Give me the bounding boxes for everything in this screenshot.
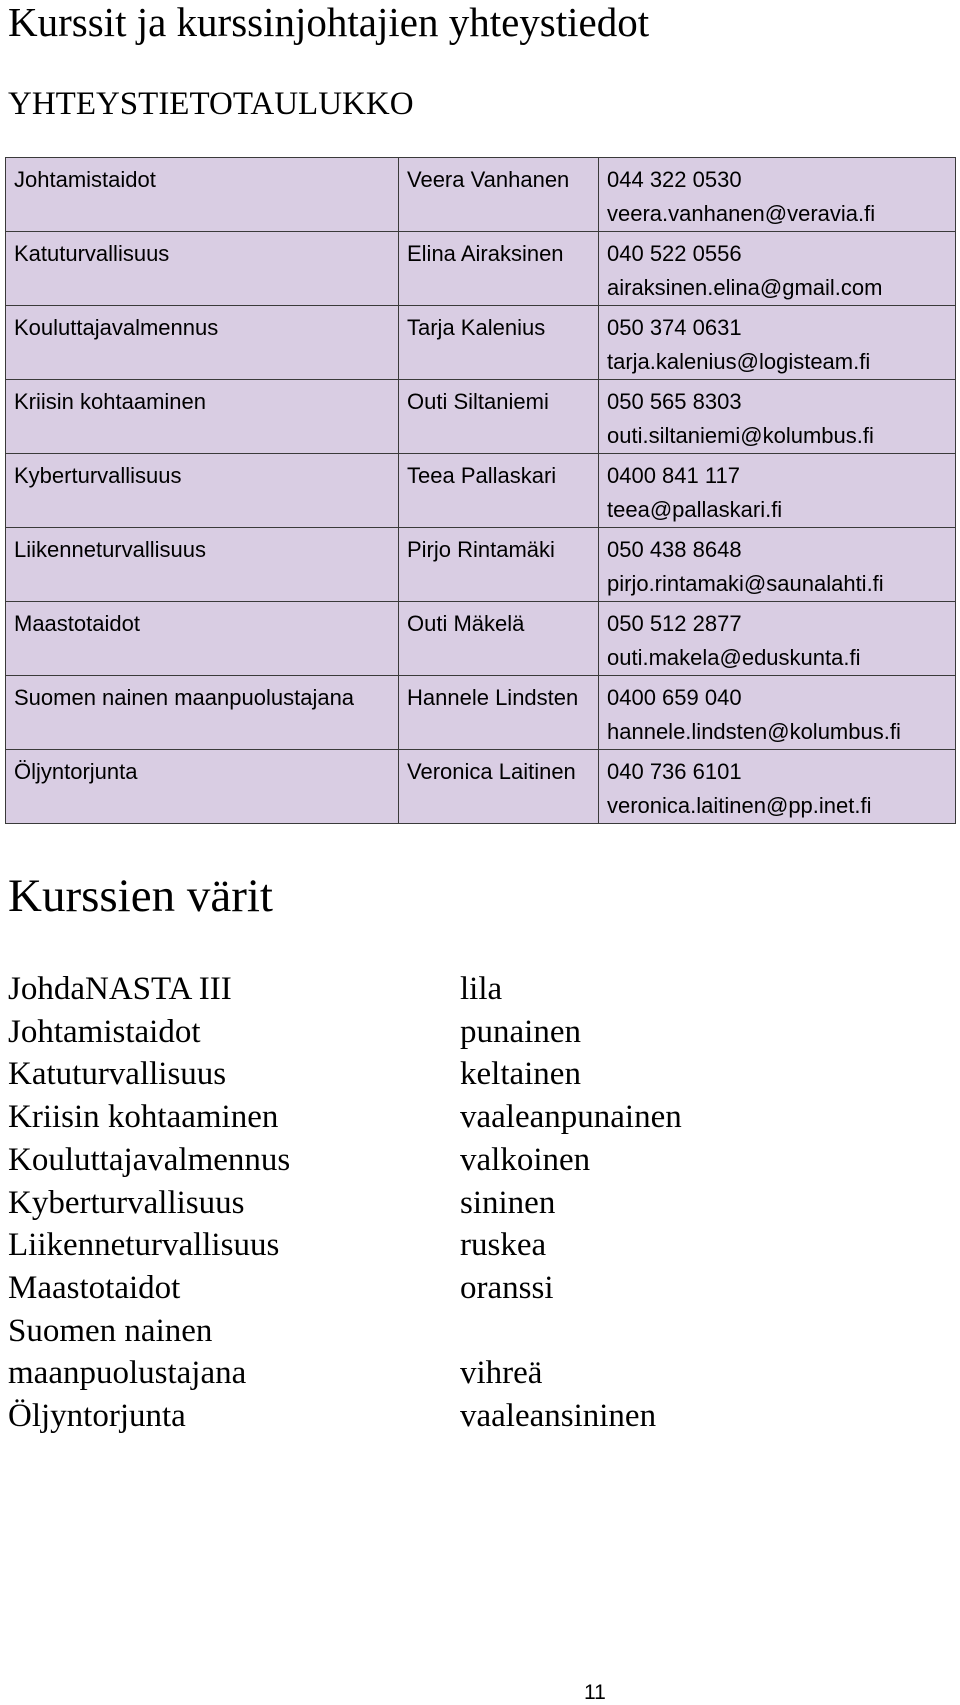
course-color: vaaleanpunainen (460, 1099, 682, 1136)
email-address: pirjo.rintamaki@saunalahti.fi (607, 571, 884, 596)
list-item (8, 1182, 948, 1225)
table-row (6, 158, 956, 232)
list-item (8, 1096, 948, 1139)
phone-number: 0400 841 117 (607, 463, 740, 488)
list-item (8, 1011, 948, 1054)
contact-info-cell (599, 528, 956, 602)
course-color: sininen (460, 1184, 556, 1221)
course-name: Liikenneturvallisuus (8, 1227, 280, 1264)
phone-number: 040 736 6101 (607, 759, 742, 784)
email-address: outi.siltaniemi@kolumbus.fi (607, 423, 874, 448)
course-name: Öljyntorjunta (8, 1398, 186, 1435)
course-name: Kouluttajavalmennus (8, 1141, 291, 1178)
email-address: hannele.lindsten@kolumbus.fi (607, 719, 901, 744)
contact-info-cell (599, 380, 956, 454)
course-colors-title: Kurssien värit (8, 870, 273, 922)
course-name: Katuturvallisuus (8, 1056, 227, 1093)
contact-info-cell (599, 750, 956, 824)
course-color: valkoinen (460, 1141, 591, 1178)
table-row (6, 232, 956, 306)
phone-number: 0400 659 040 (607, 685, 742, 710)
course-color: ruskea (460, 1227, 547, 1264)
email-address: veronica.laitinen@pp.inet.fi (607, 793, 872, 818)
course-name-cell: Kouluttajavalmennus (6, 306, 399, 380)
list-item (8, 1267, 948, 1310)
contact-info-cell (599, 602, 956, 676)
contact-info-cell (599, 158, 956, 232)
email-address: veera.vanhanen@veravia.fi (607, 201, 876, 226)
table-row (6, 676, 956, 750)
contact-table-title: YHTEYSTIETOTAULUKKO (8, 86, 414, 122)
course-leader-cell: Veera Vanhanen (399, 158, 599, 232)
course-name: JohdaNASTA III (8, 971, 232, 1007)
course-name-cell: Liikenneturvallisuus (6, 528, 399, 602)
course-color: oranssi (460, 1269, 554, 1306)
list-item (8, 1053, 948, 1096)
email-address: airaksinen.elina@gmail.com (607, 275, 883, 300)
table-row (6, 750, 956, 824)
course-colors-list (8, 968, 948, 1438)
course-leader-cell: Outi Siltaniemi (399, 380, 599, 454)
course-color: keltainen (460, 1056, 581, 1093)
table-row (6, 380, 956, 454)
phone-number: 050 512 2877 (607, 611, 742, 636)
course-name-cell: Öljyntorjunta (6, 750, 399, 824)
course-leader-cell: Outi Mäkelä (399, 602, 599, 676)
course-name: Kriisin kohtaaminen (8, 1099, 279, 1136)
course-leader-cell: Elina Airaksinen (399, 232, 599, 306)
list-item (8, 1224, 948, 1267)
contact-info-cell (599, 232, 956, 306)
course-leader-cell: Tarja Kalenius (399, 306, 599, 380)
course-color: lila (460, 971, 503, 1007)
table-row (6, 454, 956, 528)
table-row (6, 602, 956, 676)
course-name-cell: Maastotaidot (6, 602, 399, 676)
course-name-cell: Kriisin kohtaaminen (6, 380, 399, 454)
contact-info-cell (599, 454, 956, 528)
list-item (8, 1139, 948, 1182)
list-item (8, 968, 948, 1011)
course-leader-cell: Hannele Lindsten (399, 676, 599, 750)
course-name: Maastotaidot (8, 1269, 181, 1306)
table-row (6, 528, 956, 602)
phone-number: 050 565 8303 (607, 389, 742, 414)
course-name-cell: Katuturvallisuus (6, 232, 399, 306)
email-address: tarja.kalenius@logisteam.fi (607, 349, 871, 374)
contact-table (5, 157, 956, 824)
course-leader-cell: Teea Pallaskari (399, 454, 599, 528)
phone-number: 050 438 8648 (607, 537, 742, 562)
course-leader-cell: Veronica Laitinen (399, 750, 599, 824)
course-name: maanpuolustajana (8, 1355, 247, 1392)
phone-number: 044 322 0530 (607, 167, 742, 192)
contact-info-cell (599, 306, 956, 380)
course-color: punainen (460, 1013, 581, 1050)
course-leader-cell: Pirjo Rintamäki (399, 528, 599, 602)
course-color: vaaleansininen (460, 1398, 657, 1435)
contact-info-cell (599, 676, 956, 750)
page-title: Kurssit ja kurssinjohtajien yhteystiedot (8, 0, 650, 45)
table-row (6, 306, 956, 380)
phone-number: 050 374 0631 (607, 315, 742, 340)
course-name: Kyberturvallisuus (8, 1184, 245, 1221)
course-color: vihreä (460, 1355, 543, 1392)
list-item (8, 1310, 948, 1353)
course-name: Suomen nainen (8, 1312, 213, 1349)
course-name: Johtamistaidot (8, 1013, 201, 1050)
course-name-cell: Kyberturvallisuus (6, 454, 399, 528)
course-name-cell: Suomen nainen maanpuolustajana (6, 676, 399, 750)
course-name-cell: Johtamistaidot (6, 158, 399, 232)
email-address: outi.makela@eduskunta.fi (607, 645, 861, 670)
list-item (8, 1352, 948, 1395)
page-number: 11 (584, 1681, 606, 1704)
phone-number: 040 522 0556 (607, 241, 742, 266)
contact-table-body (6, 158, 956, 824)
list-item (8, 1395, 948, 1438)
email-address: teea@pallaskari.fi (607, 497, 783, 522)
